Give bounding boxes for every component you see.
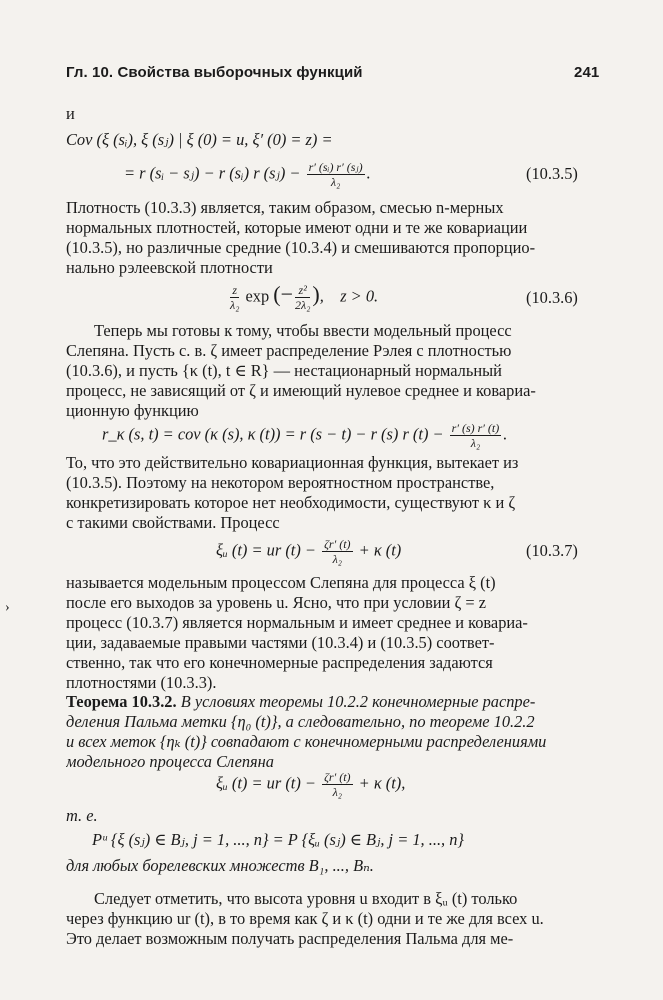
eq-number-10-3-6: (10.3.6) <box>526 288 578 307</box>
eq-10-3-5-line1: Cov (ξ (sᵢ), ξ (sⱼ) | ξ (0) = u, ξ′ (0) = z) = <box>66 130 333 149</box>
para2-line: ционную функцию <box>66 401 199 420</box>
para3-line: То, что это действительно ковариационная функция, вытекает из <box>66 453 519 472</box>
para2-line: Слепяна. Пусть с. в. ζ имеет распределение Рэлея с плотностью <box>66 341 512 360</box>
para5-line: Следует отметить, что высота уровня u входит в ξᵤ (t) только <box>94 889 518 908</box>
para4-line: после его выходов за уровень u. Ясно, что при условии ζ = z <box>66 593 487 612</box>
eq-model-rhs: + κ (t), <box>358 773 406 793</box>
eq-10-3-6-num1: z <box>230 283 239 298</box>
eq-10-3-7-den: λ₂ <box>332 552 342 566</box>
para4-line: ственно, так что его конечномерные распределения задаются <box>66 653 493 672</box>
eq-10-3-6-fraction1 <box>230 283 239 312</box>
exp-function: exp <box>245 286 270 306</box>
eq-covariance-fraction <box>450 421 502 450</box>
eq-10-3-7-rhs: + κ (t) <box>358 540 402 560</box>
eq-10-3-7-fraction <box>322 537 352 566</box>
eq-model-lhs: ξᵤ (t) = ur (t) − <box>216 773 316 793</box>
eq-10-3-5-fraction <box>307 160 365 189</box>
eq-10-3-6-den2: 2λ₂ <box>295 298 311 312</box>
para3-line: (10.3.5). Поэтому на некотором вероятностном пространстве, <box>66 473 495 492</box>
te-line: т. е. <box>66 806 98 825</box>
eq-10-3-6-num2: z² <box>295 283 310 298</box>
eq-10-3-5-denominator: λ₂ <box>330 175 341 189</box>
page-number: 241 <box>574 64 600 81</box>
eq-covariance <box>102 421 507 450</box>
eq-10-3-6-condition: z > 0. <box>340 286 379 306</box>
running-header: Гл. 10. Свойства выборочных функций <box>66 64 363 81</box>
para3-line: с такими свойствами. Процесс <box>66 513 280 532</box>
eq-10-3-5-line2: = r (sᵢ − sⱼ) − r (sᵢ) r (sⱼ) − $\frac{\text{r′ (sᵢ) r′ (sⱼ)}}{\text{λ₂}}$ . <box>124 160 371 189</box>
para5-line: Это делает возможным получать распределения Пальма для ме- <box>66 929 514 948</box>
eq-10-3-7-lhs: ξᵤ (t) = ur (t) − <box>216 540 316 560</box>
theorem-text: В условиях теоремы 10.2.2 конечномерные распре- <box>180 692 536 711</box>
para1-line: Плотность (10.3.3) является, таким образом, смесью n-мерных <box>66 198 504 217</box>
eq-model-den: λ₂ <box>332 785 342 799</box>
theorem-title: Теорема 10.3.2. <box>66 692 177 711</box>
theorem-line: модельного процесса Слепяна <box>66 752 274 771</box>
eq-10-3-7 <box>216 537 401 566</box>
theorem-line <box>66 692 606 712</box>
eq-10-3-5-rhs: = r (sᵢ − sⱼ) − r (sᵢ) r (sⱼ) − <box>124 163 301 183</box>
para1-line: нормальных плотностей, которые имеют одни и те же ковариации <box>66 218 528 237</box>
eq-model-fraction <box>322 770 352 799</box>
theorem-line: и всех меток {ηₖ (t)} совпадают с конечномерными распределениями <box>66 732 547 751</box>
eq-covariance-den: λ₂ <box>470 436 481 450</box>
para4-line: называется модельным процессом Слепяна для процесса ξ (t) <box>66 573 496 592</box>
para2-line: процесс, не зависящий от ζ и имеющий нулевое среднее и ковариа- <box>66 381 536 400</box>
eq-10-3-6-den1: λ₂ <box>230 298 240 312</box>
eq-covariance-num: r′ (s) r′ (t) <box>451 421 500 435</box>
theorem-line: деления Пальма метки {η₀ (t)}, а следовательно, по теореме 10.2.2 <box>66 712 535 731</box>
eq-model-process <box>216 770 405 799</box>
para4-line: плотностями (10.3.3). <box>66 673 217 692</box>
para2-line: (10.3.6), и пусть {κ (t), t ∈ R} — нестационарный нормальный <box>66 361 502 380</box>
eq-number-10-3-7: (10.3.7) <box>526 541 578 560</box>
para2-line: Теперь мы готовы к тому, чтобы ввести модельный процесс <box>94 321 512 340</box>
para1-line: (10.3.5), но различные средние (10.3.4) и смешиваются пропорцио- <box>66 238 536 257</box>
para3-line: конкретизировать которое нет необходимости, существуют κ и ζ <box>66 493 516 512</box>
eq-10-3-7-num: ζr′ (t) <box>324 537 351 551</box>
eq-covariance-lhs: r_κ (s, t) = cov (κ (s), κ (t)) = r (s − t) − r (s) r (t) − <box>102 424 444 444</box>
para1-line: нально рэлеевской плотности <box>66 258 273 277</box>
margin-mark: › <box>5 600 10 615</box>
eq-10-3-5-numerator: r′ (sᵢ) r′ (sⱼ) <box>308 160 363 174</box>
para4-line: процесс (10.3.7) является нормальным и имеет среднее и ковариа- <box>66 613 528 632</box>
eq-palm: Pᵘ {ξ (sⱼ) ∈ Bⱼ, j = 1, ..., n} = P {ξᵤ (sⱼ) ∈ Bⱼ, j = 1, ..., n} <box>92 830 464 849</box>
borel-line: для любых борелевских множеств B₁, ..., Bₙ. <box>66 856 374 875</box>
eq-number-10-3-5: (10.3.5) <box>526 164 578 183</box>
para5-line: через функцию ur (t), в то время как ζ и κ (t) одни и те же для всех u. <box>66 909 544 928</box>
para4-line: ции, задаваемые правыми частями (10.3.4) и (10.3.5) соответ- <box>66 633 495 652</box>
eq-10-3-6-fraction2 <box>295 283 310 312</box>
conjunction-line: и <box>66 104 75 123</box>
eq-covariance-tail: . <box>503 424 508 444</box>
eq-model-num: ζr′ (t) <box>324 770 351 784</box>
eq-10-3-6: $\frac{z}{\text{λ₂}}$ exp (− $\frac{\text{z²}}{\text{2λ₂}}$ ), z > 0. <box>230 281 379 312</box>
